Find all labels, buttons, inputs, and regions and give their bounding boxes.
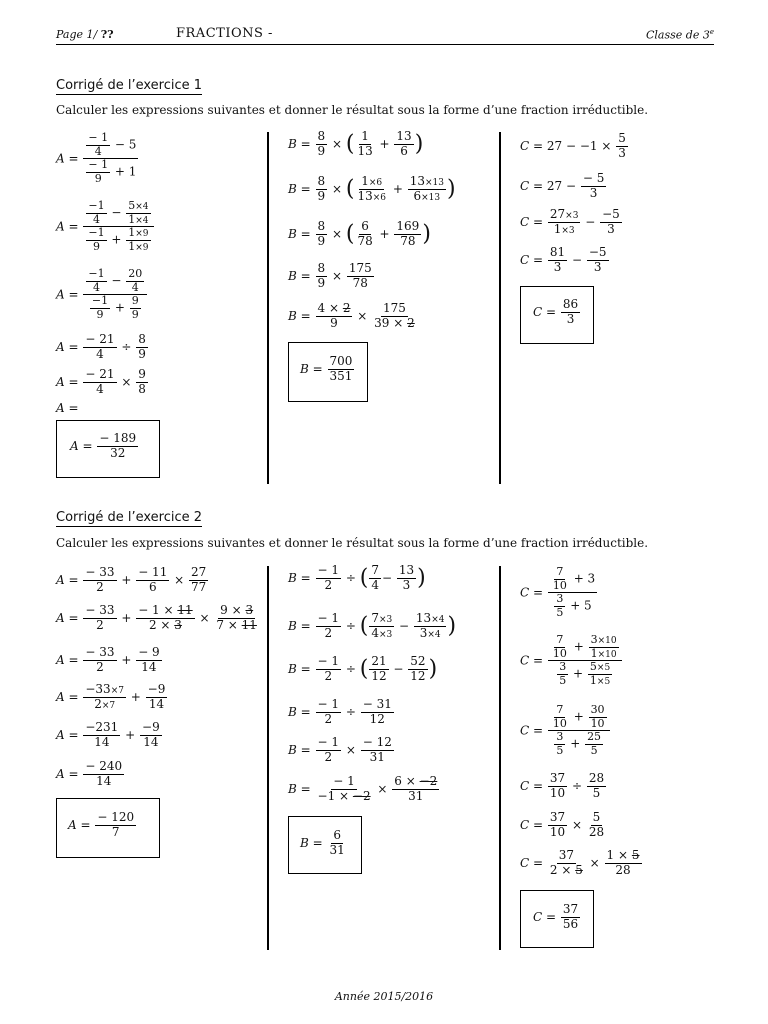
exercise-1-instruction: Calculer les expressions suivantes et donner le résultat sous la forme d’une fraction irréductible. [56,103,649,117]
ex2-b-step1: B = $\frac{- 1}{2}$ ÷ ( $\frac{7}{4}$ − $\frac{13}{3}$ ) [288,563,426,592]
ex1-c-step3: C = $\frac{27\times 3}{1\times 3}$ − $\frac{-5}{3}$ [520,207,620,236]
ex1-b-step1: B = $\frac{8}{9}$ × ( $\frac{1}{13}$ + $\frac{13}{6}$ ) [288,129,424,158]
exercise-2-instruction: Calculer les expressions suivantes et donner le résultat sous la forme d’une fraction irréductible. [56,536,649,550]
ex1-b-step4: B = $\frac{8}{9}$ × $\frac{175}{78}$ [288,261,372,290]
ex2-a-step1: A = $\frac{- 33}{2}$ + $\frac{- 11}{6}$ × $\frac{27}{77}$ [56,565,207,594]
ex1-a-step4: A = $\frac{- 21}{4}$ ÷ $\frac{8}{9}$ [56,332,146,361]
ex2-b-step5: B = $\frac{- 1}{2}$ × $\frac{- 12}{31}$ [288,735,392,764]
ex2-b-step4: B = $\frac{- 1}{2}$ ÷ $\frac{- 31}{12}$ [288,697,392,726]
ex2-a-step6: A = $\frac{- 240}{14}$ [56,759,123,788]
ex2-a-step5: A = $\frac{-231}{14}$ + $\frac{-9}{14}$ [56,720,160,749]
exercise-1-title: Corrigé de l’exercice 1 [56,78,203,93]
page-footer: Année 2015/2016 [334,990,434,1003]
column-divider [267,132,269,484]
column-divider [499,132,501,484]
ex2-a-result: A = $\frac{- 120}{7}$ [68,810,135,839]
ex2-b-step6: B = $\frac{- 1}{-1 \times -2}$ × $\frac{6 \times -2}{31}$ [288,774,438,803]
ex2-c-step4: C = $\frac{37}{10}$ ÷ $\frac{28}{5}$ [520,771,605,800]
ex1-a-result: A = $\frac{- 189}{32}$ [70,431,137,460]
ex2-a-step4: A = $\frac{-33\times 7}{2\times 7}$ + $\frac{-9}{14}$ [56,682,166,711]
ex1-c-step1: C = 27 − −1 × $\frac{5}{3}$ [520,131,626,160]
ex1-c-result: C = $\frac{86}{3}$ [533,297,579,326]
ex2-c-step2: C = $\frac{7}{10}$ + $\frac{3\times 10}{1\times 10}$ $\frac{3}{5}$ + $\frac{5\times 5}{1\times 5}$ [520,634,623,688]
ex2-c-step3: C = $\frac{7}{10}$ + $\frac{30}{10}$ $\frac{3}{5}$ + $\frac{25}{5}$ [520,704,611,758]
ex1-a-step5: A = $\frac{- 21}{4}$ × $\frac{9}{8}$ [56,367,146,396]
ex1-a-step3: A = $\frac{-1}{4}$ − $\frac{20}{4}$ $\frac{-1}{9}$ + $\frac{9}{9}$ [56,268,148,322]
column-divider [499,566,501,950]
page-header [56,28,714,45]
ex2-c-step1: C = $\frac{7}{10}$ + 3 $\frac{3}{5}$ + 5 [520,565,596,619]
ex1-b-step3: B = $\frac{8}{9}$ × ( $\frac{6}{78}$ + $\frac{169}{78}$ ) [288,219,431,248]
ex1-b-result: B = $\frac{700}{351}$ [300,354,353,383]
ex1-a-step1: A = $\frac{- 1}{4}$ − 5 $\frac{- 1}{9}$ + 1 [56,131,137,185]
ex2-c-result: C = $\frac{37}{56}$ [533,902,579,931]
class-label: Classe de 3e [646,28,714,42]
doc-title: FRACTIONS - [176,26,273,41]
ex2-b-result: B = $\frac{6}{31}$ [300,828,345,857]
ex1-a-step2: A = $\frac{-1}{4}$ − $\frac{5\times 4}{1\times 4}$ $\frac{-1}{9}$ + $\frac{1\times 9}{1\times 9}$ [56,200,155,254]
ex1-b-step2: B = $\frac{8}{9}$ × ( $\frac{1\times 6}{13\times 6}$ + $\frac{13\times 13}{6\times 13}$ ) [288,174,456,203]
ex2-c-step5: C = $\frac{37}{10}$ × $\frac{5}{28}$ [520,810,605,839]
ex1-b-step5: B = $\frac{4 \times 2}{9}$ × $\frac{175}{39 \times 2}$ [288,301,415,330]
ex2-b-step2: B = $\frac{- 1}{2}$ ÷ ( $\frac{7\times 3}{4\times 3}$ − $\frac{13\times 4}{3\times 4}$ ) [288,611,457,640]
ex1-c-step4: C = $\frac{81}{3}$ − $\frac{-5}{3}$ [520,245,607,274]
ex2-a-step3: A = $\frac{- 33}{2}$ + $\frac{- 9}{14}$ [56,645,160,674]
ex2-a-step2: A = $\frac{- 33}{2}$ + $\frac{- 1 \times 11}{2 \times 3}$ × $\frac{9 \times 3}{7 \times 11}$ [56,603,257,632]
ex1-a-step6: A = [56,401,79,415]
ex2-b-step3: B = $\frac{- 1}{2}$ ÷ ( $\frac{21}{12}$ − $\frac{52}{12}$ ) [288,654,438,683]
page-number: Page 1/ ?? [56,28,114,41]
ex2-c-step6: C = $\frac{37}{2 \times 5}$ × $\frac{1 \times 5}{28}$ [520,848,640,877]
column-divider [267,566,269,950]
exercise-2-title: Corrigé de l’exercice 2 [56,510,203,525]
ex1-c-step2: C = 27 − $\frac{- 5}{3}$ [520,171,605,200]
